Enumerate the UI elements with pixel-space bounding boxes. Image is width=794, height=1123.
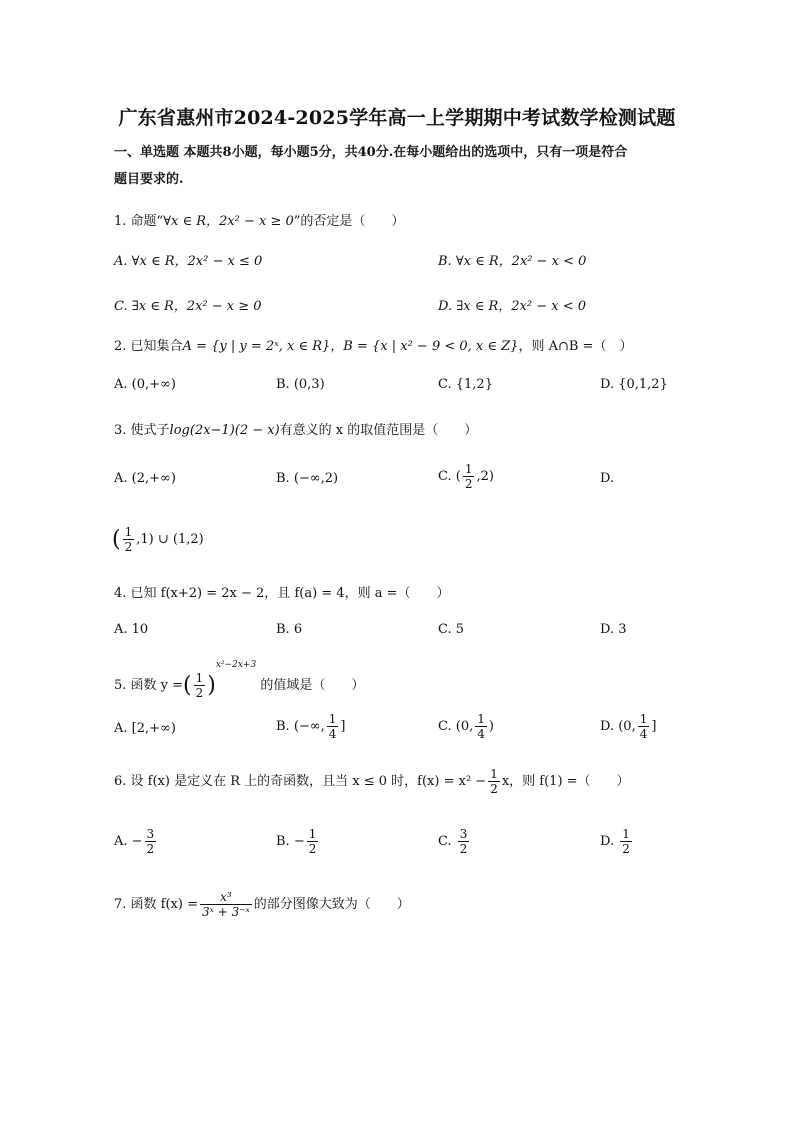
q2-option-b: B. (0,3): [276, 377, 325, 392]
q3-d-num: 1: [124, 525, 133, 539]
q6-stem-prefix: 6. 设 f(x) 是定义在 R 上的奇函数，且当 x ≤ 0 时，f(x) = x² −: [114, 774, 487, 789]
q3-option-a: A. (2,+∞): [114, 471, 176, 486]
q1-stem-suffix: ”的否定是（ ）: [293, 214, 405, 229]
q5-c-fraction: [475, 712, 487, 741]
q5-b-num: 1: [328, 712, 337, 726]
q1-option-c: C. ∃x ∈ R，2x² − x ≥ 0: [114, 299, 262, 314]
q3-option-c-fraction: [463, 462, 475, 491]
q5-stem-prefix: 5. 函数 y =: [114, 678, 184, 693]
q3-c-num: 1: [464, 462, 473, 476]
q6-frac-den: 2: [490, 782, 498, 796]
q5-d-fraction: [638, 712, 650, 741]
q5-c-pre: C. (0,: [438, 719, 474, 734]
q6-c-label: C.: [438, 834, 452, 849]
q5-option-d: [600, 712, 656, 741]
q1-option-b: B. ∀x ∈ R，2x² − x < 0: [438, 254, 587, 269]
q5-stem-suffix: 的值域是（ ）: [260, 678, 365, 693]
q1-stem-math: ∀x ∈ R，2x² − x ≥ 0: [163, 214, 294, 229]
q5-d-den: 4: [639, 727, 648, 741]
q5-d-pre: D. (0,: [600, 719, 636, 734]
q2-set-b: ，B = {x | x² − 9 < 0, x ∈ Z}: [330, 339, 519, 354]
q3-option-d-label: D.: [600, 471, 615, 486]
q5-b-fraction: [327, 712, 339, 741]
q5-c-num: 1: [477, 712, 485, 726]
q1-stem-prefix: 1. 命题“: [114, 214, 164, 229]
q3-log-expression: log(2x−1)(2 − x): [169, 423, 280, 438]
q7-num: x³: [200, 890, 252, 905]
q3-option-c-label: C.: [438, 469, 452, 484]
q6-c-fraction: [458, 827, 470, 856]
q6-a-fraction: [145, 827, 157, 856]
q6-frac-num: 1: [490, 767, 498, 781]
q3-stem-prefix: 3. 使式子: [114, 423, 170, 438]
q2-option-d: D. {0,1,2}: [600, 377, 668, 392]
q6-d-den: 2: [622, 842, 630, 856]
q5-b-den: 4: [328, 727, 337, 741]
q3-d-den: 2: [124, 540, 133, 554]
q6-option-b: [276, 827, 320, 856]
q2-stem-prefix: 2. 已知集合: [114, 339, 183, 354]
question-1-stem: [114, 210, 404, 229]
q3-option-c: C. ( $\frac{1}{2}$ ,2): [438, 462, 494, 491]
section-heading-line2: 题目要求的.: [114, 172, 184, 187]
q7-stem-suffix: 的部分图像大致为（ ）: [253, 897, 410, 912]
q5-c-den: 4: [477, 727, 485, 741]
q3-c-den: 2: [464, 477, 473, 491]
q5-b-pre: B. (−∞,: [276, 719, 325, 734]
q6-b-den: 2: [308, 842, 317, 856]
q6-c-den: 2: [459, 842, 468, 856]
question-7-stem: [114, 890, 410, 919]
question-2-stem: [114, 335, 632, 354]
q7-fraction: [200, 890, 252, 919]
q1-option-a: A. ∀x ∈ R，2x² − x ≤ 0: [114, 254, 263, 269]
q6-d-fraction: [620, 827, 632, 856]
q6-a-num: 3: [146, 827, 155, 841]
question-3-stem: [114, 419, 477, 438]
q3-stem-suffix: 有意义的 x 的取值范围是（ ）: [279, 423, 478, 438]
page-title: 广东省惠州市2024-2025学年高一上学期期中考试数学检测试题: [118, 107, 676, 129]
q5-base-den: 2: [195, 686, 204, 700]
q5-d-num: 1: [639, 712, 648, 726]
section-heading-line1: 一、单选题 本题共8小题，每小题5分，共40分.在每小题给出的选项中，只有一项是符合: [114, 145, 628, 160]
q7-stem-prefix: 7. 函数 f(x) =: [114, 897, 198, 912]
q4-option-d: D. 3: [600, 622, 627, 637]
question-5-stem: 5. 函数 y =( $\frac{1}{2}$ )$^{x^2-2x+3}$ 的值域是（ ）: [114, 660, 365, 700]
q6-option-c: [438, 827, 471, 856]
q5-b-post: ]: [340, 719, 346, 734]
q3-option-d-content: ( $\frac{1}{2}$ ,1) ∪ (1,2): [112, 525, 204, 554]
q6-option-d: [600, 827, 634, 856]
q5-base-fraction: [194, 671, 206, 700]
q2-set-a: A = {y | y = 2ˣ, x ∈ R}: [182, 339, 331, 354]
q4-option-a: A. 10: [114, 622, 149, 637]
q7-den: 3ˣ + 3⁻ˣ: [201, 905, 250, 919]
q2-option-c: C. {1,2}: [438, 377, 493, 392]
q5-option-a: A. [2,+∞): [114, 721, 176, 736]
q6-d-num: 1: [622, 827, 630, 841]
q5-exponent: x²−2x+3: [215, 660, 257, 670]
q6-b-num: 1: [308, 827, 317, 841]
q5-d-post: ]: [651, 719, 657, 734]
q3-option-d-fraction: [123, 525, 135, 554]
q6-b-fraction: [307, 827, 319, 856]
q4-option-c: C. 5: [438, 622, 465, 637]
q6-b-label: B. −: [276, 834, 305, 849]
q6-a-label: A. −: [114, 834, 143, 849]
q2-option-a: A. (0,+∞): [114, 377, 176, 392]
q1-option-d: D. ∃x ∈ R，2x² − x < 0: [438, 299, 587, 314]
q6-option-a: [114, 827, 158, 856]
q5-base-num: 1: [195, 671, 204, 685]
q3-option-d-rest: ,1) ∪ (1,2): [136, 532, 204, 547]
q5-c-post: ): [488, 719, 494, 734]
q5-option-b: [276, 712, 345, 741]
q6-stem-fraction: [488, 767, 500, 796]
q6-stem-suffix: x，则 f(1) =（ ）: [501, 774, 630, 789]
q3-option-c-rest: ,2): [476, 469, 494, 484]
question-6-stem: [114, 767, 630, 796]
question-4-stem: 4. 已知 f(x+2) = 2x − 2，且 f(a) = 4，则 a =（ ）: [114, 586, 450, 601]
q2-stem-suffix: ，则 A∩B =（ ）: [518, 339, 633, 354]
q6-c-num: 3: [459, 827, 468, 841]
q3-option-b: B. (−∞,2): [276, 471, 339, 486]
q4-option-b: B. 6: [276, 622, 303, 637]
q6-a-den: 2: [146, 842, 155, 856]
q5-option-c: [438, 712, 494, 741]
q6-d-label: D.: [600, 834, 615, 849]
